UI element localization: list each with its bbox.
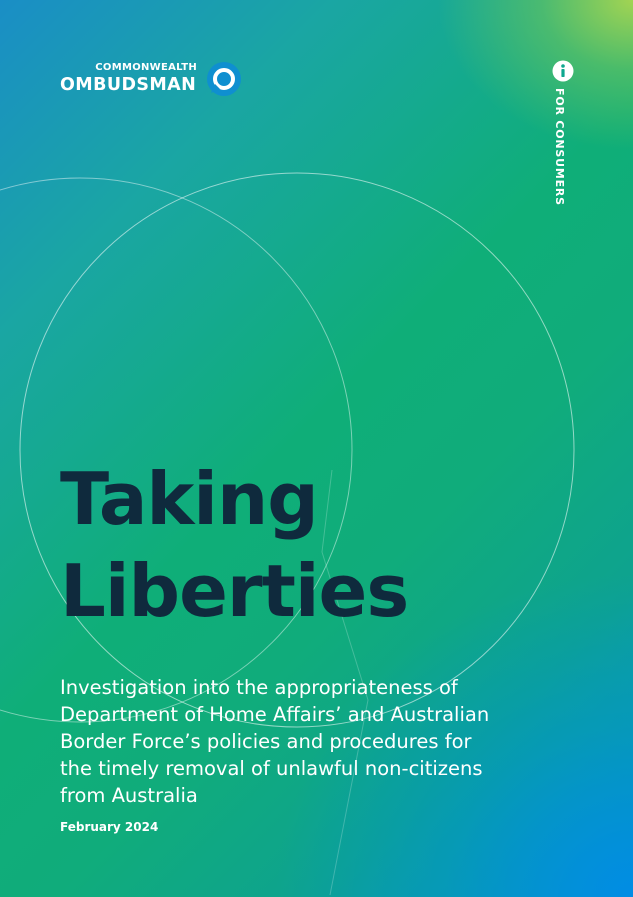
- logo-line-ombudsman: OMBUDSMAN: [60, 75, 197, 95]
- report-subtitle: Investigation into the appropriateness of Department of Home Affairs’ and Australian Border Force’s policies and procedures for the timely removal of unlawful non-citizens from Australia: [60, 676, 490, 807]
- title-line-1: Taking: [60, 457, 318, 541]
- ombudsman-logo: [60, 62, 245, 102]
- for-consumers-label: FOR CONSUMERS: [553, 88, 566, 206]
- speech-bubble-icon: [205, 60, 243, 98]
- publication-date: February 2024: [60, 820, 159, 834]
- title-line-2: Liberties: [60, 549, 409, 633]
- logo-line-commonwealth: COMMONWEALTH: [95, 62, 197, 73]
- info-icon: [552, 60, 574, 82]
